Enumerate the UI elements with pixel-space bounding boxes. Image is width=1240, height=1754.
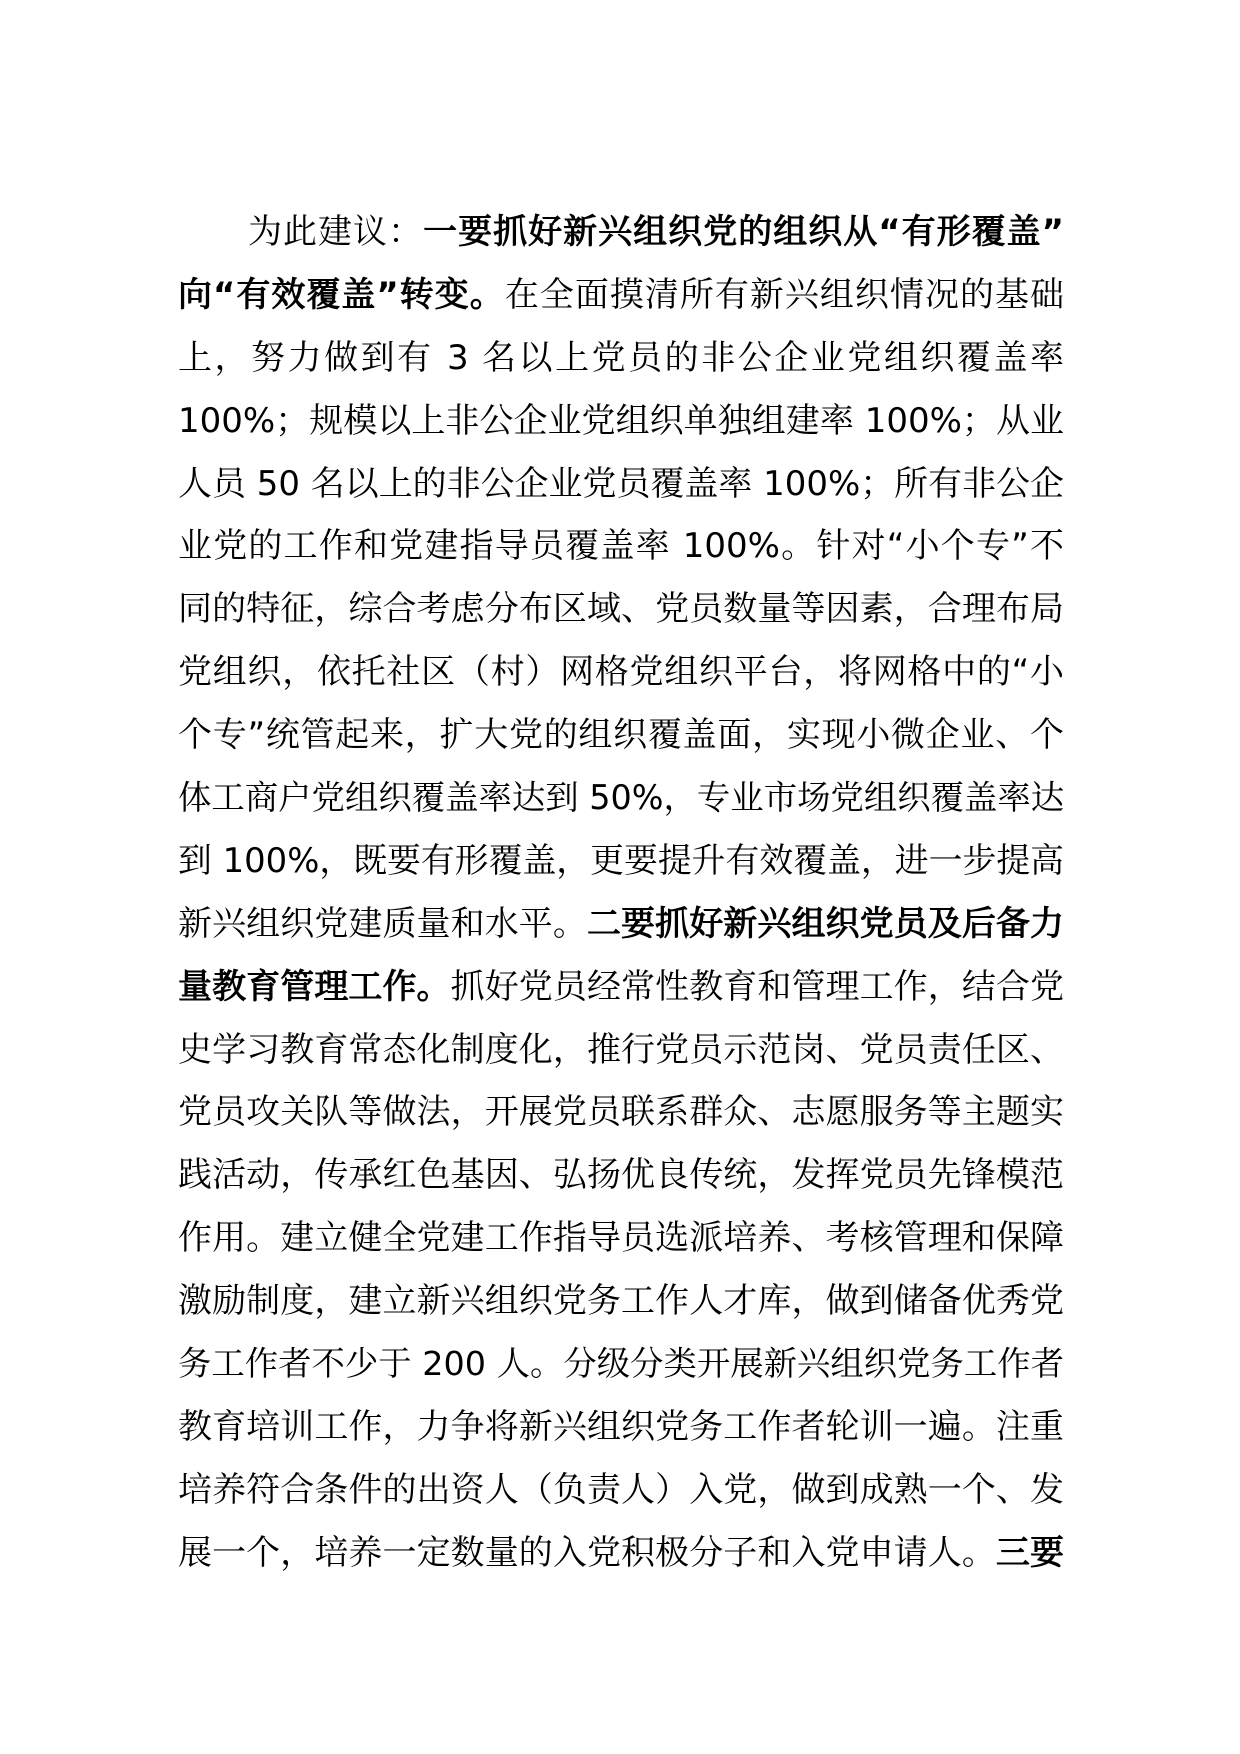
text-segment: 为此建议：: [178, 212, 424, 252]
bold-text-segment: 三要: [995, 1532, 1065, 1573]
bold-text-segment: 二要抓好新兴组织党员及后备力: [586, 903, 1065, 944]
text-segment: 展一个，培养一定数量的入党积极分子和入党申请人。: [178, 1532, 996, 1573]
text-line: [178, 1144, 1064, 1207]
bold-text-segment: 向“有效覆盖”转变。: [178, 274, 505, 315]
text-segment: 同的特征，综合考虑分布区域、党员数量等因素，合理布局: [178, 589, 1064, 630]
text-line: [178, 1207, 1064, 1270]
text-line: [178, 893, 1064, 956]
text-segment: 党组织，依托社区（村）网格党组织平台，将网格中的“小: [178, 652, 1064, 693]
text-line: [178, 515, 1064, 578]
text-line: [178, 578, 1064, 641]
text-line: [178, 830, 1064, 893]
text-line: [178, 767, 1064, 830]
text-line: [178, 264, 1064, 327]
paragraph-body: [178, 201, 1064, 1585]
text-line: [178, 1081, 1064, 1144]
text-line: [178, 1333, 1064, 1396]
text-segment: 践活动，传承红色基因、弘扬优良传统，发挥党员先锋模范: [178, 1155, 1064, 1196]
text-segment: 业党的工作和党建指导员覆盖率 100%。针对“小个专”不: [178, 526, 1064, 567]
text-line: [178, 641, 1064, 704]
text-segment: 在全面摸清所有新兴组织情况的基础: [504, 274, 1064, 315]
bold-text-segment: 一要抓好新兴组织党的组织从“有形覆盖”: [423, 212, 1064, 252]
text-line: [178, 327, 1064, 390]
text-segment: 作用。建立健全党建工作指导员选派培养、考核管理和保障: [178, 1218, 1064, 1259]
text-line: [178, 704, 1064, 767]
text-line: [178, 390, 1064, 453]
text-line: [178, 1270, 1064, 1333]
text-line: [178, 956, 1064, 1019]
text-line: [178, 453, 1064, 516]
text-segment: 教育培训工作，力争将新兴组织党务工作者轮训一遍。注重: [178, 1406, 1064, 1447]
text-segment: 体工商户党组织覆盖率达到 50%，专业市场党组织覆盖率达: [178, 778, 1065, 818]
text-line: [178, 1019, 1064, 1082]
text-segment: 新兴组织党建质量和水平。: [178, 903, 587, 944]
text-line: [178, 1396, 1064, 1459]
text-line: [178, 1459, 1064, 1522]
text-segment: 上，努力做到有 3 名以上党员的非公企业党组织覆盖率: [178, 337, 1064, 378]
text-line: [178, 201, 1064, 264]
text-segment: 到 100%，既要有形覆盖，更要提升有效覆盖，进一步提高: [178, 840, 1064, 880]
text-line: [178, 1522, 1064, 1585]
text-segment: 个专”统管起来，扩大党的组织覆盖面，实现小微企业、个: [178, 715, 1064, 756]
text-segment: 培养符合条件的出资人（负责人）入党，做到成熟一个、发: [178, 1469, 1064, 1510]
bold-text-segment: 量教育管理工作。: [178, 966, 451, 1007]
text-segment: 务工作者不少于 200 人。分级分类开展新兴组织党务工作者: [178, 1344, 1064, 1384]
text-segment: 激励制度，建立新兴组织党务工作人才库，做到储备优秀党: [178, 1281, 1064, 1322]
text-segment: 党员攻关队等做法，开展党员联系群众、志愿服务等主题实: [178, 1092, 1064, 1133]
text-segment: 100%；规模以上非公企业党组织单独组建率 100%；从业: [178, 400, 1064, 441]
text-segment: 抓好党员经常性教育和管理工作，结合党: [450, 966, 1064, 1007]
text-segment: 人员 50 名以上的非公企业党员覆盖率 100%；所有非公企: [178, 463, 1064, 504]
text-segment: 史学习教育常态化制度化，推行党员示范岗、党员责任区、: [178, 1029, 1064, 1070]
